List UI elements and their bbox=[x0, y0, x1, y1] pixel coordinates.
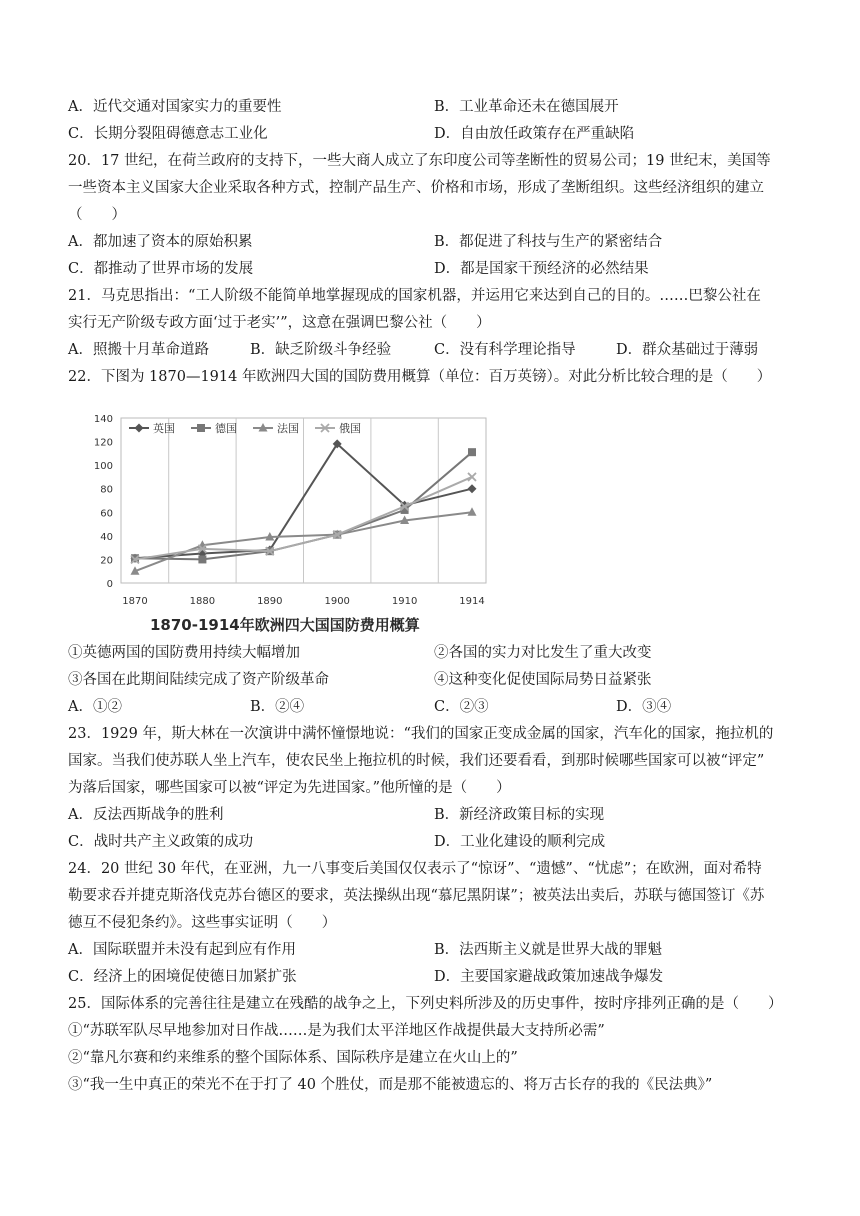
q20-stem-line1: 20．17 世纪，在荷兰政府的支持下，一些大商人成立了东印度公司等垄断性的贸易公司；19 世纪末，美国等 bbox=[68, 153, 771, 169]
chart-title: 1870-1914年欧洲四大国国防费用概算 bbox=[150, 616, 420, 634]
legend-label: 英国 bbox=[153, 422, 175, 435]
x-tick-label: 1880 bbox=[189, 596, 216, 607]
q25-source-1: ①“苏联军队尽早地参加对日作战……是为我们太平洋地区作战提供最大支持所必需” bbox=[68, 1023, 605, 1039]
q21-stem-line2: 实行无产阶级专政方面‘过于老实’”，这意在强调巴黎公社（ ） bbox=[68, 315, 491, 331]
q24-option-c: C．经济上的困境促使德日加紧扩张 bbox=[68, 969, 297, 985]
y-tick-label: 80 bbox=[100, 484, 113, 496]
q20-option-d: D．都是国家干预经济的必然结果 bbox=[434, 261, 649, 277]
q24-stem-line2: 勒要求吞并捷克斯洛伐克苏台德区的要求，英法操纵出现“慕尼黑阴谋”；被英法出卖后，苏联与德国签订《苏 bbox=[68, 888, 765, 904]
q20-option-a: A．都加速了资本的原始积累 bbox=[68, 234, 253, 250]
data-point-法国 bbox=[468, 507, 477, 516]
q23-stem-line2: 国家。当我们使苏联人坐上汽车，使农民坐上拖拉机的时候，我们还要看看，到那时候哪些国家可以被“评定” bbox=[68, 753, 765, 769]
q22-option-c: C．②③ bbox=[434, 699, 489, 715]
q22-statement-3: ③各国在此期间陆续完成了资产阶级革命 bbox=[68, 672, 329, 688]
q25-stem: 25．国际体系的完善往往是建立在残酷的战争之上，下列史料所涉及的历史事件，按时序排列正确的是（ ） bbox=[68, 996, 783, 1012]
q19-option-c: C．长期分裂阻碍德意志工业化 bbox=[68, 126, 268, 142]
q21-option-b: B．缺乏阶级斗争经验 bbox=[250, 342, 392, 358]
q22-stem: 22．下图为 1870—1914 年欧洲四大国的国防费用概算（单位：百万英镑）。对此分析比较合理的是（ ） bbox=[68, 369, 772, 385]
y-tick-label: 40 bbox=[100, 531, 113, 543]
y-tick-label: 140 bbox=[93, 414, 113, 425]
q21-option-a: A．照搬十月革命道路 bbox=[68, 342, 209, 358]
legend-label: 俄国 bbox=[339, 422, 361, 435]
x-tick-label: 1914 bbox=[459, 596, 485, 607]
q22-statement-1: ①英德两国的国防费用持续大幅增加 bbox=[68, 645, 300, 661]
legend-label: 法国 bbox=[277, 422, 299, 435]
q22-option-d: D．③④ bbox=[616, 699, 672, 715]
legend-label: 德国 bbox=[215, 422, 237, 435]
q24-option-b: B．法西斯主义就是世界大战的罪魁 bbox=[434, 942, 663, 958]
q25-source-3: ③“我一生中真正的荣光不在于打了 40 个胜仗，而是那不能被遗忘的、将万古长存的我的《民法典》” bbox=[68, 1077, 713, 1093]
q23-stem-line3: 为落后国家，哪些国家可以被“评定为先进国家。”他所憧的是（ ） bbox=[68, 780, 511, 796]
q23-stem-line1: 23．1929 年，斯大林在一次演讲中满怀憧憬地说：“我们的国家正变成金属的国家，汽车化的国家，拖拉机的 bbox=[68, 726, 774, 742]
q24-option-d: D．主要国家避战政策加速战争爆发 bbox=[434, 969, 664, 985]
q23-option-c: C．战时共产主义政策的成功 bbox=[68, 834, 254, 850]
q24-option-a: A．国际联盟并未没有起到应有作用 bbox=[68, 942, 296, 958]
data-point-英国 bbox=[468, 484, 477, 493]
q20-stem-line2: 一些资本主义国家大企业采取各种方式，控制产品生产、价格和市场，形成了垄断组织。这些经济组织的建立 bbox=[68, 180, 764, 196]
q19-option-d: D．自由放任政策存在严重缺陷 bbox=[434, 126, 635, 142]
q23-option-a: A．反法西斯战争的胜利 bbox=[68, 807, 224, 823]
y-tick-label: 100 bbox=[93, 461, 113, 473]
defense-spending-chart bbox=[78, 408, 508, 638]
q20-option-c: C．都推动了世界市场的发展 bbox=[68, 261, 254, 277]
q22-statement-2: ②各国的实力对比发生了重大改变 bbox=[434, 645, 652, 661]
q20-stem-line3: （ ） bbox=[68, 207, 126, 223]
q22-option-a: A．①② bbox=[68, 699, 122, 715]
q23-option-d: D．工业化建设的顺利完成 bbox=[434, 834, 606, 850]
x-tick-label: 1900 bbox=[324, 596, 350, 607]
y-tick-label: 120 bbox=[93, 437, 113, 449]
legend-marker bbox=[135, 424, 144, 433]
q21-option-c: C．没有科学理论指导 bbox=[434, 342, 576, 358]
x-tick-label: 1910 bbox=[391, 596, 418, 607]
q25-source-2: ②“靠凡尔赛和约来维系的整个国际体系、国际秩序是建立在火山上的” bbox=[68, 1050, 518, 1066]
q21-stem-line1: 21．马克思指出：“工人阶级不能简单地掌握现成的国家机器，并运用它来达到自己的目的。……巴黎公社在 bbox=[68, 288, 761, 304]
x-tick-label: 1890 bbox=[257, 596, 283, 607]
data-point-德国 bbox=[468, 448, 476, 456]
q22-statement-4: ④这种变化促使国际局势日益紧张 bbox=[434, 672, 652, 688]
chart-svg bbox=[78, 408, 508, 614]
q22-option-b: B．②④ bbox=[250, 699, 305, 715]
y-tick-label: 20 bbox=[100, 555, 113, 567]
q23-option-b: B．新经济政策目标的实现 bbox=[434, 807, 605, 823]
data-point-德国 bbox=[198, 555, 206, 563]
x-tick-label: 1870 bbox=[122, 596, 148, 607]
q19-option-b: B．工业革命还未在德国展开 bbox=[434, 99, 619, 115]
q24-stem-line3: 德互不侵犯条约》。这些事实证明（ ） bbox=[68, 915, 337, 931]
q21-option-d: D．群众基础过于薄弱 bbox=[616, 342, 759, 358]
y-tick-label: 0 bbox=[106, 579, 113, 590]
q20-option-b: B．都促进了科技与生产的紧密结合 bbox=[434, 234, 663, 250]
y-tick-label: 60 bbox=[100, 508, 113, 520]
q19-option-a: A．近代交通对国家实力的重要性 bbox=[68, 99, 282, 115]
q24-stem-line1: 24．20 世纪 30 年代，在亚洲，九一八事变后美国仅仅表示了“惊讶”、“遗憾”、“忧虑”；在欧洲，面对希特 bbox=[68, 861, 762, 877]
legend-marker bbox=[197, 424, 205, 432]
